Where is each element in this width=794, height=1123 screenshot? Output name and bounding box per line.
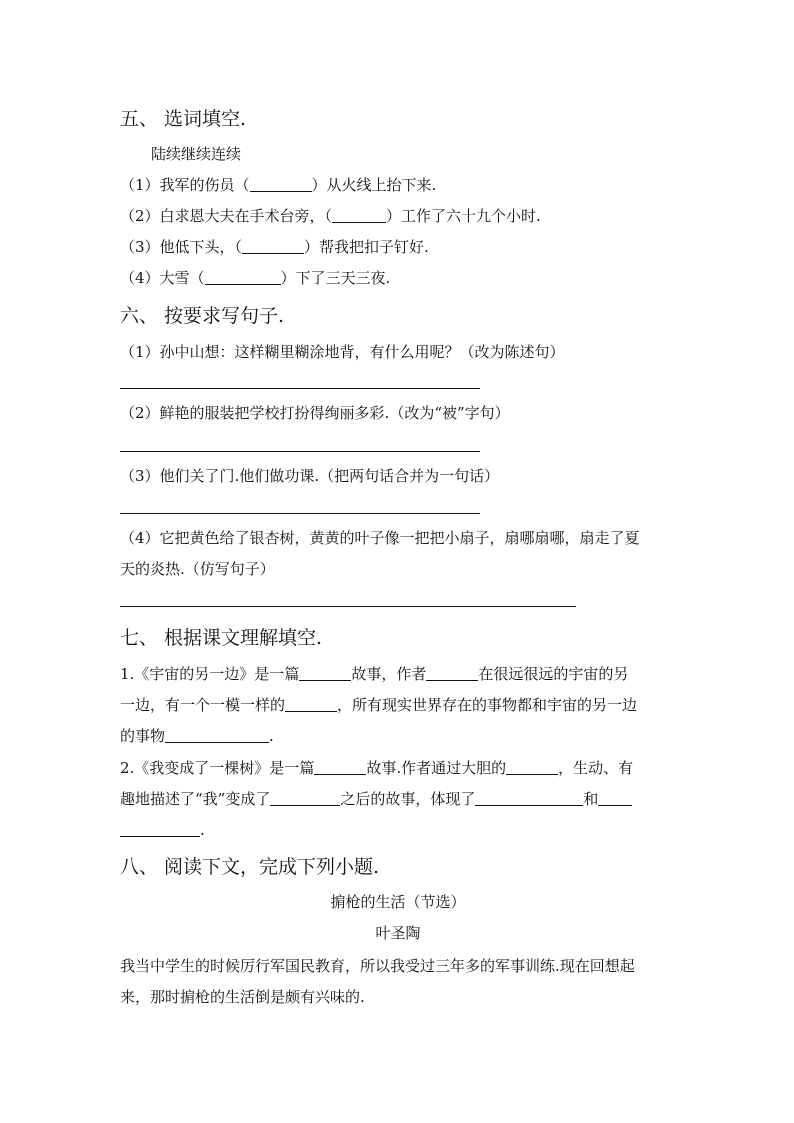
section-5-heading: 五、 选词填空. <box>120 108 247 130</box>
question-7-2-line3: . <box>120 820 205 840</box>
blank[interactable] <box>250 177 312 192</box>
fill-item-1: （1）我军的伤员（ ）从火线上抬下来. <box>120 176 437 194</box>
blank[interactable] <box>426 666 478 681</box>
answer-line-6-1[interactable] <box>120 388 480 389</box>
fill-item-4: （4）大雪（ ）下了三天三夜. <box>120 269 391 287</box>
answer-line-6-3[interactable] <box>120 513 480 514</box>
blank[interactable] <box>270 791 340 806</box>
answer-line-6-2[interactable] <box>120 451 480 452</box>
blank[interactable] <box>314 760 366 775</box>
question-6-2: （2）鲜艳的服装把学校打扮得绚丽多彩.（改为“被”字句） <box>120 404 510 422</box>
fill-item-2: （2）白求恩大夫在手术台旁，（ ）工作了六十九个小时. <box>120 207 541 225</box>
question-7-1-line2: 一边，有一个一模一样的 ，所有现实世界存在的事物都和宇宙的另一边 <box>120 696 638 714</box>
passage-paragraph-line2: 来，那时掮枪的生活倒是颇有兴味的. <box>120 988 365 1006</box>
question-6-4-line1: （4）它把黄色给了银杏树，黄黄的叶子像一把把小扇子，扇哪扇哪，扇走了夏 <box>120 529 640 547</box>
blank[interactable] <box>205 270 281 285</box>
section-7-heading: 七、 根据课文理解填空. <box>120 627 323 649</box>
blank[interactable] <box>285 697 337 712</box>
blank[interactable] <box>506 760 558 775</box>
question-6-3: （3）他们关了门.他们做功课.（把两句话合并为一句话） <box>120 467 500 485</box>
passage-paragraph-line1: 我当中学生的时候厉行军国民教育，所以我受过三年多的军事训练.现在回想起 <box>120 957 635 975</box>
question-7-1-line3: 的事物 . <box>120 727 274 745</box>
word-bank: 陆续继续连续 <box>151 145 242 163</box>
question-6-1: （1）孙中山想：这样糊里糊涂地背，有什么用呢？（改为陈述句） <box>120 343 565 361</box>
passage-title: 掮枪的生活（节选） <box>330 893 466 911</box>
blank[interactable] <box>598 791 632 806</box>
question-6-4-line2: 天的炎热.（仿写句子） <box>120 560 275 578</box>
blank[interactable] <box>475 791 583 806</box>
section-6-heading: 六、 按要求写句子. <box>120 305 285 327</box>
answer-line-6-4[interactable] <box>120 606 576 607</box>
question-7-2-line2: 趣地描述了“我”变成了 之后的故事，体现了 和 <box>120 789 632 809</box>
blank[interactable] <box>165 728 269 743</box>
fill-item-3: （3）他低下头，（ ）帮我把扣子钉好. <box>120 238 429 256</box>
blank[interactable] <box>120 822 200 837</box>
passage-author: 叶圣陶 <box>375 924 421 942</box>
blank[interactable] <box>242 239 304 254</box>
question-7-2-line1: 2.《我变成了一棵树》是一篇 故事.作者通过大胆的 ，生动、有 <box>120 759 634 777</box>
section-8-heading: 八、 阅读下文，完成下列小题. <box>120 856 380 878</box>
question-7-1-line1: 1.《宇宙的另一边》是一篇 故事，作者 在很远很远的宇宙的另 <box>120 665 629 683</box>
blank[interactable] <box>332 208 386 223</box>
blank[interactable] <box>299 666 351 681</box>
